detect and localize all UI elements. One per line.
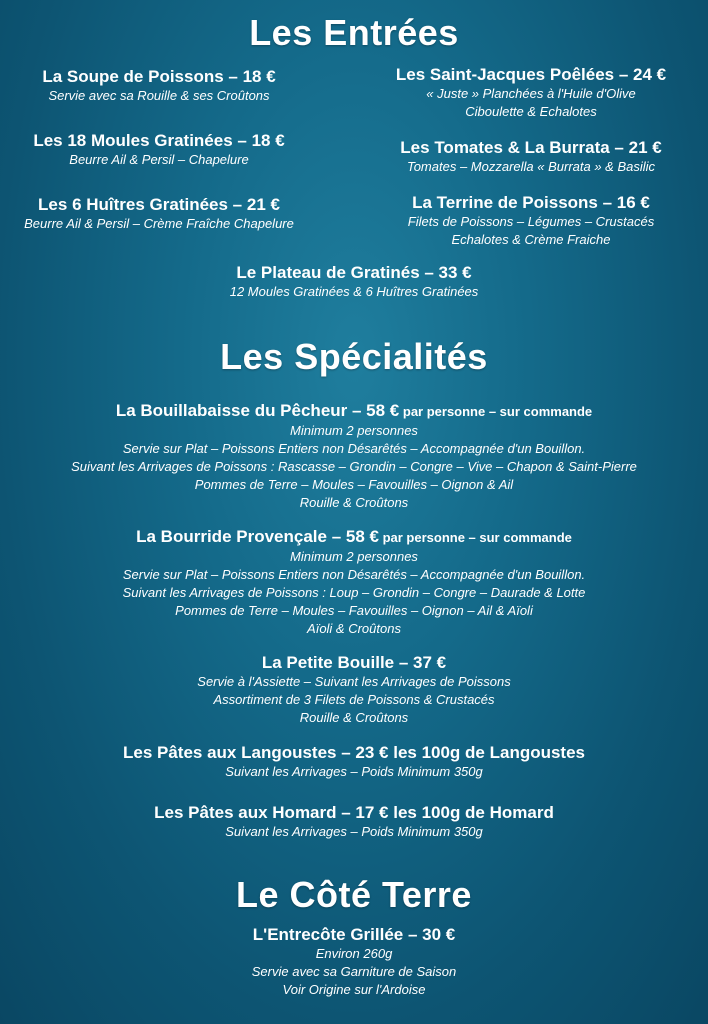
item-name [0,400,708,422]
menu-item-soupe-poissons [0,66,318,105]
item-name: Le Plateau de Gratinés – 33 € [236,263,472,282]
item-name: Les 18 Moules Gratinées – 18 € [33,131,285,150]
item-name-suffix: par personne – sur commande [399,404,593,419]
menu-item-plateau-gratines [0,262,708,301]
item-name: La Terrine de Poissons – 16 € [412,193,650,212]
item-name: Les Pâtes aux Langoustes – 23 € les 100g de Langoustes [122,743,586,762]
item-desc: Assortiment de 3 Filets de Poissons & Crustacés [213,692,495,707]
menu-item-entrecote [0,924,708,999]
menu-item-petite-bouille [0,652,708,727]
item-desc: Servie avec sa Garniture de Saison [251,964,457,979]
menu-item-tomates-burrata [354,137,708,176]
menu-item-pates-langoustes [0,742,708,781]
item-desc: Rouille & Croûtons [299,495,409,510]
item-name: Les Tomates & La Burrata – 21 € [400,138,662,157]
menu-item-bourride [0,526,708,638]
item-name: L'Entrecôte Grillée – 30 € [252,925,456,944]
item-desc: Suivant les Arrivages – Poids Minimum 350g [225,824,483,839]
section-title-entrees: Les Entrées [249,12,459,53]
item-desc: Suivant les Arrivages de Poissons : Rascasse – Grondin – Congre – Vive – Chapon & Saint-Pierre [71,459,637,474]
item-desc: Aïoli & Croûtons [307,621,401,636]
item-name-main: La Bouillabaisse du Pêcheur – 58 € [115,401,400,420]
item-desc: Ciboulette & Echalotes [465,104,597,119]
section-title-specialites: Les Spécialités [220,336,488,377]
item-desc: Beurre Ail & Persil – Chapelure [69,152,249,167]
item-desc: Pommes de Terre – Moules – Favouilles – Oignon & Ail [194,477,514,492]
item-name-suffix: par personne – sur commande [378,530,572,545]
menu-item-bouillabaisse [0,400,708,512]
item-desc: Servie sur Plat – Poissons Entiers non Désarêtés – Accompagnée d'un Bouillon. [122,441,586,456]
item-name-main: La Bourride Provençale – 58 € [136,527,379,546]
menu-item-huitres-gratinees [0,194,318,233]
item-desc: Echalotes & Crème Fraiche [451,232,611,247]
item-desc: Beurre Ail & Persil – Crème Fraîche Chapelure [24,216,294,231]
menu-item-saint-jacques [354,64,708,121]
section-title-terre: Le Côté Terre [236,874,472,915]
item-desc: Rouille & Croûtons [299,710,409,725]
item-name [0,526,708,548]
item-desc: Servie à l'Assiette – Suivant les Arrivages de Poissons [197,674,511,689]
item-name: Les Pâtes aux Homard – 17 € les 100g de Homard [154,803,554,822]
item-desc: Suivant les Arrivages – Poids Minimum 350g [225,764,483,779]
item-desc: Minimum 2 personnes [290,549,418,564]
item-desc: Minimum 2 personnes [290,423,418,438]
item-desc: Environ 260g [315,946,393,961]
menu-item-pates-homard [0,802,708,841]
item-desc: Voir Origine sur l'Ardoise [282,982,426,997]
item-desc: Servie sur Plat – Poissons Entiers non Désarêtés – Accompagnée d'un Bouillon. [122,567,586,582]
item-name: Les 6 Huîtres Gratinées – 21 € [38,195,280,214]
item-desc: Pommes de Terre – Moules – Favouilles – Oignon – Ail & Aïoli [175,603,533,618]
item-desc: Servie avec sa Rouille & ses Croûtons [48,88,270,103]
item-desc: Tomates – Mozzarella « Burrata » & Basilic [406,159,656,174]
item-name: Les Saint-Jacques Poêlées – 24 € [395,65,667,84]
menu-item-terrine-poissons [354,192,708,249]
item-desc: 12 Moules Gratinées & 6 Huîtres Gratinées [229,284,479,299]
item-name: La Petite Bouille – 37 € [261,653,447,672]
item-desc: « Juste » Planchées à l'Huile d'Olive [426,86,636,101]
item-desc: Suivant les Arrivages de Poissons : Loup – Grondin – Congre – Daurade & Lotte [122,585,586,600]
item-desc: Filets de Poissons – Légumes – Crustacés [407,214,655,229]
menu-item-moules-gratinees [0,130,318,169]
item-name: La Soupe de Poissons – 18 € [42,67,276,86]
